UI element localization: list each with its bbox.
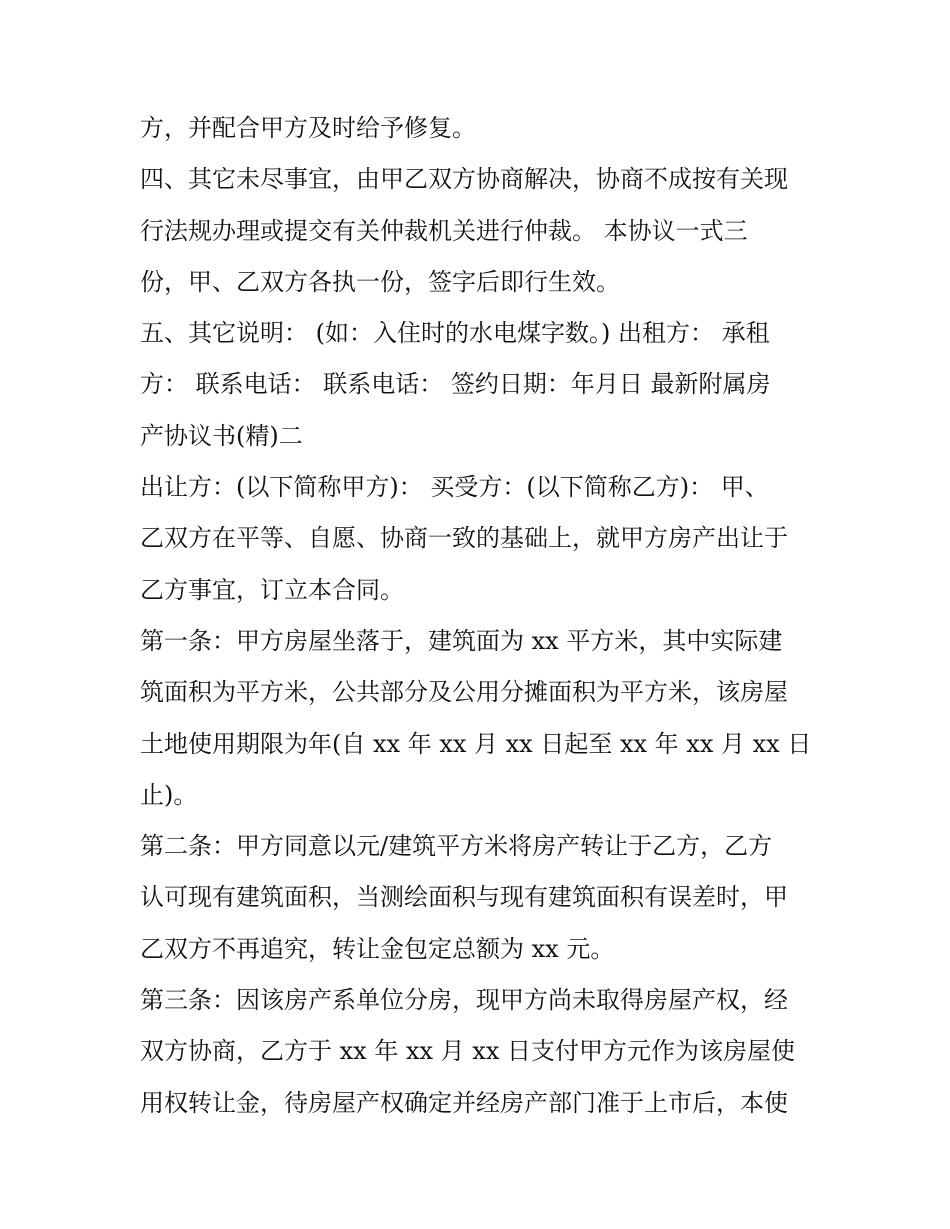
text-line: 份，甲、乙双方各执一份，签字后即行生效。 — [140, 267, 620, 296]
text-line: 五、其它说明： (如：入住时的水电煤字数。) 出租方： 承租 — [140, 319, 770, 348]
text-line: 行法规办理或提交有关仲裁机关进行仲裁。 本协议一式三 — [140, 216, 748, 245]
text-line: 用权转让金，待房屋产权确定并经房产部门准于上市后，本使 — [140, 1088, 788, 1117]
text-line: 第一条：甲方房屋坐落于，建筑面为 xx 平方米，其中实际建 — [140, 626, 783, 655]
text-line: 土地使用期限为年(自 xx 年 xx 月 xx 日起至 xx 年 xx 月 xx 日 — [140, 729, 812, 758]
text-line: 筑面积为平方米，公共部分及公用分摊面积为平方米，该房屋 — [140, 678, 788, 707]
text-line: 第二条：甲方同意以元/建筑平方米将房产转让于乙方，乙方 — [140, 832, 773, 861]
text-line: 止)。 — [140, 780, 198, 809]
text-line: 产协议书(精)二 — [140, 421, 303, 450]
document-body — [140, 103, 820, 1129]
text-line: 乙双方在平等、自愿、协商一致的基础上，就甲方房产出让于 — [140, 524, 788, 553]
text-line: 双方协商，乙方于 xx 年 xx 月 xx 日支付甲方元作为该房屋使 — [140, 1037, 795, 1066]
text-line: 乙双方不再追究，转让金包定总额为 xx 元。 — [140, 934, 615, 963]
text-line: 方，并配合甲方及时给予修复。 — [140, 114, 476, 142]
text-line: 出让方：(以下简称甲方)： 买受方：(以下简称乙方)： 甲、 — [140, 473, 769, 502]
text-line: 方： 联系电话： 联系电话： 签约日期：年月日 最新附属房 — [140, 370, 771, 399]
text-line: 四、其它未尽事宜，由甲乙双方协商解决，协商不成按有关现 — [140, 165, 788, 194]
text-line: 第三条：因该房产系单位分房，现甲方尚未取得房屋产权，经 — [140, 986, 788, 1015]
text-line: 认可现有建筑面积，当测绘面积与现有建筑面积有误差时，甲 — [140, 883, 788, 912]
text-line: 乙方事宜，订立本合同。 — [140, 575, 404, 604]
